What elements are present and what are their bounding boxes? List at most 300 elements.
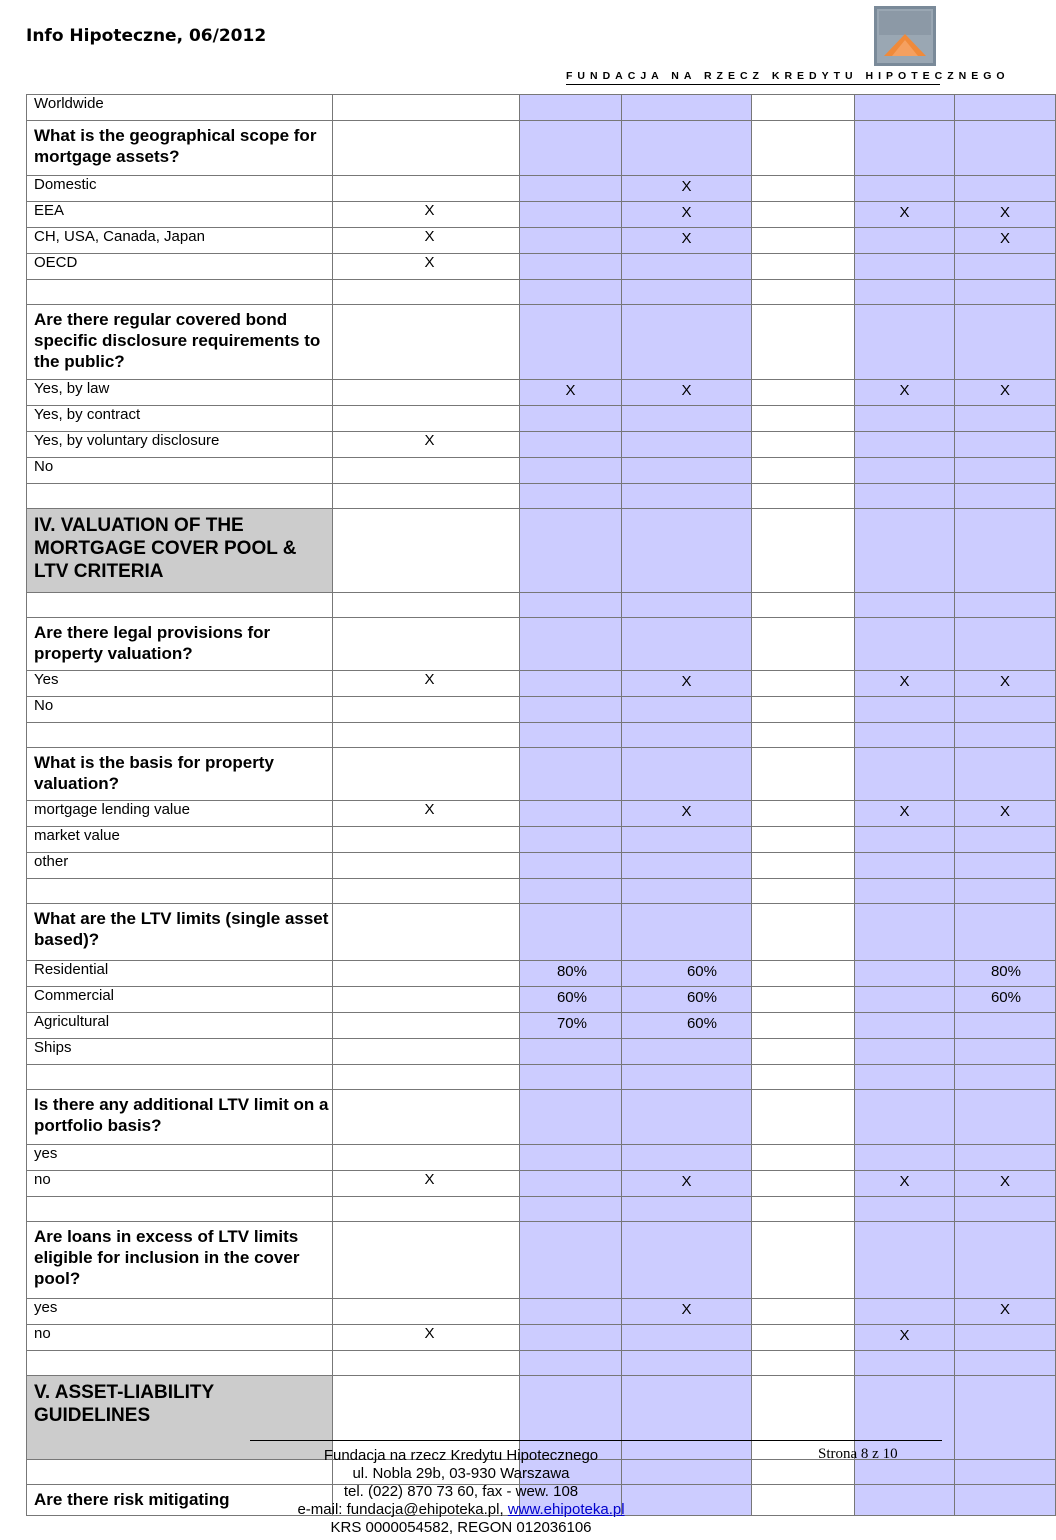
value-cell: [752, 406, 855, 432]
page-number: Strona 8 z 10: [818, 1446, 898, 1462]
value-cell: [622, 458, 752, 484]
value-cell: [333, 305, 520, 380]
value-cell: [855, 432, 955, 458]
value-cell: [955, 879, 1056, 904]
value-cell: [855, 1351, 955, 1376]
answer-label: [27, 879, 333, 904]
value-cell: X: [333, 254, 520, 280]
value-cell: X: [622, 202, 752, 228]
value-cell: [752, 671, 855, 697]
value-cell: [622, 121, 752, 176]
value-cell: [622, 618, 752, 671]
value-cell: [855, 254, 955, 280]
value-cell: [333, 748, 520, 801]
value-cell: [520, 484, 622, 509]
value-cell: 60%: [622, 961, 752, 987]
value-cell: [752, 509, 855, 593]
answer-row: [27, 697, 1056, 723]
value-cell: [855, 509, 955, 593]
value-cell: [520, 904, 622, 961]
question-label: What is the basis for property valuation?: [27, 748, 333, 801]
question-row: [27, 121, 1056, 176]
value-cell: [622, 748, 752, 801]
value-cell: [520, 509, 622, 593]
value-cell: X: [333, 1171, 520, 1197]
value-cell: [855, 95, 955, 121]
answer-label: EEA: [27, 202, 333, 228]
value-cell: [752, 1351, 855, 1376]
value-cell: [955, 176, 1056, 202]
value-cell: [955, 1222, 1056, 1299]
value-cell: X: [333, 671, 520, 697]
value-cell: X: [333, 1325, 520, 1351]
spacer-row: [27, 593, 1056, 618]
footer: [250, 1447, 672, 1537]
value-cell: [752, 1485, 855, 1516]
value-cell: X: [955, 801, 1056, 827]
value-cell: [520, 1222, 622, 1299]
question-label: Are there legal provisions for property valuation?: [27, 618, 333, 671]
value-cell: [333, 723, 520, 748]
answer-row: [27, 380, 1056, 406]
value-cell: X: [855, 380, 955, 406]
value-cell: [752, 1222, 855, 1299]
value-cell: [855, 748, 955, 801]
value-cell: X: [955, 228, 1056, 254]
answer-row: [27, 827, 1056, 853]
value-cell: X: [333, 228, 520, 254]
question-label: Are there risk mitigating: [27, 1485, 333, 1516]
value-cell: X: [622, 801, 752, 827]
section-row: [27, 509, 1056, 593]
value-cell: [333, 280, 520, 305]
value-cell: [333, 1065, 520, 1090]
answer-label: CH, USA, Canada, Japan: [27, 228, 333, 254]
value-cell: X: [333, 202, 520, 228]
value-cell: [520, 1090, 622, 1145]
value-cell: [955, 305, 1056, 380]
value-cell: [622, 853, 752, 879]
value-cell: [333, 827, 520, 853]
value-cell: [955, 95, 1056, 121]
answer-label: OECD: [27, 254, 333, 280]
value-cell: [520, 1351, 622, 1376]
value-cell: [520, 671, 622, 697]
answer-label: Agricultural: [27, 1013, 333, 1039]
value-cell: [333, 987, 520, 1013]
value-cell: [520, 305, 622, 380]
answer-label: [27, 280, 333, 305]
value-cell: [520, 95, 622, 121]
value-cell: [955, 1351, 1056, 1376]
value-cell: [622, 280, 752, 305]
spacer-row: [27, 723, 1056, 748]
value-cell: [855, 1460, 955, 1485]
value-cell: [622, 723, 752, 748]
answer-label: yes: [27, 1145, 333, 1171]
header-divider: [566, 84, 940, 85]
answer-row: [27, 176, 1056, 202]
value-cell: [955, 853, 1056, 879]
answer-row: [27, 254, 1056, 280]
value-cell: [855, 879, 955, 904]
value-cell: 80%: [955, 961, 1056, 987]
value-cell: [520, 254, 622, 280]
value-cell: 60%: [520, 987, 622, 1013]
footer-divider: [250, 1440, 942, 1441]
answer-label: no: [27, 1325, 333, 1351]
spacer-row: [27, 280, 1056, 305]
value-cell: [520, 827, 622, 853]
value-cell: [855, 723, 955, 748]
value-cell: [520, 202, 622, 228]
value-cell: X: [855, 202, 955, 228]
answer-row: [27, 228, 1056, 254]
answer-label: yes: [27, 1299, 333, 1325]
answer-label: Residential: [27, 961, 333, 987]
answer-label: Commercial: [27, 987, 333, 1013]
value-cell: [855, 853, 955, 879]
value-cell: [855, 987, 955, 1013]
footer-org: Fundacja na rzecz Kredytu Hipotecznego: [323, 1447, 599, 1464]
value-cell: [752, 254, 855, 280]
value-cell: [333, 853, 520, 879]
spacer-row: [27, 1065, 1056, 1090]
section-heading: IV. VALUATION OF THE MORTGAGE COVER POOL & LTV CRITERIA: [27, 509, 333, 593]
foundation-logo: [874, 6, 936, 66]
value-cell: [520, 121, 622, 176]
value-cell: [752, 202, 855, 228]
value-cell: [955, 618, 1056, 671]
value-cell: [622, 1090, 752, 1145]
answer-label: No: [27, 458, 333, 484]
value-cell: [955, 509, 1056, 593]
question-label: Are loans in excess of LTV limits eligible for inclusion in the cover pool?: [27, 1222, 333, 1299]
value-cell: X: [622, 380, 752, 406]
value-cell: [855, 618, 955, 671]
value-cell: [333, 1039, 520, 1065]
question-row: [27, 1222, 1056, 1299]
answer-row: [27, 1325, 1056, 1351]
value-cell: [752, 853, 855, 879]
logo-caption: FUNDACJA NA RZECZ KREDYTU HIPOTECZNEGO: [566, 70, 1010, 82]
question-row: [27, 305, 1056, 380]
value-cell: [752, 1039, 855, 1065]
value-cell: [333, 961, 520, 987]
value-cell: X: [333, 801, 520, 827]
value-cell: [333, 1299, 520, 1325]
value-cell: [955, 1325, 1056, 1351]
value-cell: [622, 1325, 752, 1351]
question-label: Is there any additional LTV limit on a portfolio basis?: [27, 1090, 333, 1145]
value-cell: [752, 827, 855, 853]
value-cell: [855, 827, 955, 853]
value-cell: [752, 458, 855, 484]
answer-row: [27, 1299, 1056, 1325]
answer-label: [27, 723, 333, 748]
value-cell: X: [622, 1299, 752, 1325]
value-cell: [520, 723, 622, 748]
value-cell: [752, 1171, 855, 1197]
value-cell: [855, 1485, 955, 1516]
value-cell: 70%: [520, 1013, 622, 1039]
spacer-row: [27, 1351, 1056, 1376]
question-label: Are there regular covered bond specific disclosure requirements to the public?: [27, 305, 333, 380]
value-cell: X: [333, 432, 520, 458]
value-cell: [622, 593, 752, 618]
value-cell: [520, 697, 622, 723]
value-cell: [333, 1222, 520, 1299]
value-cell: [955, 827, 1056, 853]
answer-row: [27, 1171, 1056, 1197]
value-cell: [520, 1039, 622, 1065]
value-cell: [622, 406, 752, 432]
value-cell: X: [622, 1171, 752, 1197]
value-cell: [622, 827, 752, 853]
value-cell: [520, 432, 622, 458]
value-cell: [622, 697, 752, 723]
value-cell: [855, 1299, 955, 1325]
value-cell: X: [955, 202, 1056, 228]
value-cell: [752, 95, 855, 121]
value-cell: [955, 1145, 1056, 1171]
value-cell: [520, 1299, 622, 1325]
value-cell: [955, 406, 1056, 432]
answer-label: [27, 1351, 333, 1376]
value-cell: [955, 723, 1056, 748]
value-cell: [622, 1351, 752, 1376]
answer-label: No: [27, 697, 333, 723]
value-cell: [520, 458, 622, 484]
value-cell: [752, 904, 855, 961]
value-cell: [333, 458, 520, 484]
value-cell: [955, 748, 1056, 801]
value-cell: [955, 1376, 1056, 1460]
value-cell: [855, 961, 955, 987]
value-cell: [855, 1145, 955, 1171]
value-cell: [520, 853, 622, 879]
value-cell: [955, 697, 1056, 723]
value-cell: [333, 1090, 520, 1145]
value-cell: [752, 697, 855, 723]
value-cell: [520, 1145, 622, 1171]
value-cell: [520, 228, 622, 254]
value-cell: X: [622, 671, 752, 697]
footer-email: e-mail: fundacja@ehipoteka.pl,: [297, 1501, 508, 1518]
value-cell: [520, 593, 622, 618]
value-cell: [752, 1065, 855, 1090]
value-cell: [333, 697, 520, 723]
value-cell: [752, 1325, 855, 1351]
value-cell: [752, 748, 855, 801]
value-cell: [333, 879, 520, 904]
value-cell: [752, 228, 855, 254]
value-cell: [855, 121, 955, 176]
value-cell: [333, 1197, 520, 1222]
value-cell: 60%: [622, 1013, 752, 1039]
value-cell: X: [855, 671, 955, 697]
value-cell: [752, 1090, 855, 1145]
value-cell: [855, 904, 955, 961]
answer-label: other: [27, 853, 333, 879]
value-cell: [520, 1197, 622, 1222]
answer-label: no: [27, 1171, 333, 1197]
value-cell: [520, 748, 622, 801]
answer-label: Yes, by contract: [27, 406, 333, 432]
answer-label: [27, 1197, 333, 1222]
question-row: [27, 618, 1056, 671]
value-cell: X: [520, 380, 622, 406]
value-cell: X: [622, 228, 752, 254]
value-cell: [855, 458, 955, 484]
value-cell: [622, 305, 752, 380]
answer-row: [27, 202, 1056, 228]
question-row: [27, 1090, 1056, 1145]
value-cell: [622, 254, 752, 280]
value-cell: [622, 904, 752, 961]
value-cell: [855, 484, 955, 509]
value-cell: [622, 1197, 752, 1222]
value-cell: [955, 121, 1056, 176]
answer-label: [27, 484, 333, 509]
value-cell: 80%: [520, 961, 622, 987]
value-cell: [622, 1039, 752, 1065]
value-cell: X: [622, 176, 752, 202]
value-cell: [955, 1485, 1056, 1516]
value-cell: [752, 1013, 855, 1039]
value-cell: [955, 1460, 1056, 1485]
value-cell: [622, 1145, 752, 1171]
question-row: [27, 904, 1056, 961]
answer-row: [27, 95, 1056, 121]
value-cell: [333, 484, 520, 509]
section-heading: V. ASSET-LIABILITY GUIDELINES: [27, 1376, 333, 1460]
value-cell: [520, 879, 622, 904]
value-cell: [752, 484, 855, 509]
answer-label: Domestic: [27, 176, 333, 202]
value-cell: [855, 406, 955, 432]
value-cell: [333, 904, 520, 961]
answer-row: [27, 801, 1056, 827]
value-cell: [955, 280, 1056, 305]
value-cell: [333, 1145, 520, 1171]
value-cell: [752, 1197, 855, 1222]
value-cell: [333, 593, 520, 618]
answer-row: [27, 1039, 1056, 1065]
answer-label: Yes: [27, 671, 333, 697]
answer-row: [27, 961, 1056, 987]
footer-phone: tel. (022) 870 73 60, fax - wew. 108: [343, 1483, 579, 1500]
value-cell: [855, 593, 955, 618]
value-cell: X: [955, 671, 1056, 697]
value-cell: X: [855, 1325, 955, 1351]
value-cell: [622, 1222, 752, 1299]
value-cell: [333, 618, 520, 671]
value-cell: [333, 95, 520, 121]
value-cell: [752, 1460, 855, 1485]
question-row: [27, 748, 1056, 801]
comparison-table: [26, 94, 1056, 1516]
value-cell: [752, 1145, 855, 1171]
value-cell: [752, 723, 855, 748]
value-cell: [520, 1325, 622, 1351]
answer-row: [27, 432, 1056, 458]
value-cell: [520, 176, 622, 202]
value-cell: [752, 121, 855, 176]
value-cell: [955, 1013, 1056, 1039]
value-cell: X: [855, 1171, 955, 1197]
value-cell: [752, 593, 855, 618]
answer-row: [27, 671, 1056, 697]
value-cell: [752, 961, 855, 987]
footer-website-link[interactable]: www.ehipoteka.pl: [507, 1501, 625, 1518]
value-cell: [752, 176, 855, 202]
value-cell: [333, 1013, 520, 1039]
answer-row: [27, 1013, 1056, 1039]
value-cell: [752, 305, 855, 380]
answer-row: [27, 1145, 1056, 1171]
question-label: What are the LTV limits (single asset based)?: [27, 904, 333, 961]
value-cell: [333, 406, 520, 432]
answer-row: [27, 853, 1056, 879]
value-cell: [622, 95, 752, 121]
value-cell: [955, 593, 1056, 618]
spacer-row: [27, 879, 1056, 904]
value-cell: [955, 484, 1056, 509]
value-cell: [622, 879, 752, 904]
value-cell: [855, 1039, 955, 1065]
value-cell: [752, 380, 855, 406]
value-cell: [752, 801, 855, 827]
answer-label: Ships: [27, 1039, 333, 1065]
value-cell: [955, 1090, 1056, 1145]
value-cell: [955, 1039, 1056, 1065]
value-cell: [520, 1171, 622, 1197]
value-cell: [333, 176, 520, 202]
value-cell: [622, 509, 752, 593]
answer-row: [27, 406, 1056, 432]
value-cell: [752, 618, 855, 671]
value-cell: X: [855, 801, 955, 827]
value-cell: 60%: [622, 987, 752, 1013]
value-cell: [955, 904, 1056, 961]
value-cell: [955, 1065, 1056, 1090]
value-cell: [855, 1197, 955, 1222]
answer-label: [27, 1065, 333, 1090]
value-cell: [333, 1351, 520, 1376]
value-cell: [855, 1013, 955, 1039]
value-cell: [752, 987, 855, 1013]
answer-row: [27, 987, 1056, 1013]
answer-label: mortgage lending value: [27, 801, 333, 827]
value-cell: X: [955, 1299, 1056, 1325]
answer-label: market value: [27, 827, 333, 853]
value-cell: [855, 280, 955, 305]
value-cell: [855, 1065, 955, 1090]
value-cell: X: [955, 1171, 1056, 1197]
answer-label: Yes, by law: [27, 380, 333, 406]
value-cell: [955, 254, 1056, 280]
value-cell: [333, 121, 520, 176]
value-cell: [622, 484, 752, 509]
value-cell: [855, 305, 955, 380]
value-cell: 60%: [955, 987, 1056, 1013]
question-label: What is the geographical scope for mortgage assets?: [27, 121, 333, 176]
answer-label: Yes, by voluntary disclosure: [27, 432, 333, 458]
value-cell: [520, 406, 622, 432]
answer-label: Worldwide: [27, 95, 333, 121]
value-cell: [855, 228, 955, 254]
